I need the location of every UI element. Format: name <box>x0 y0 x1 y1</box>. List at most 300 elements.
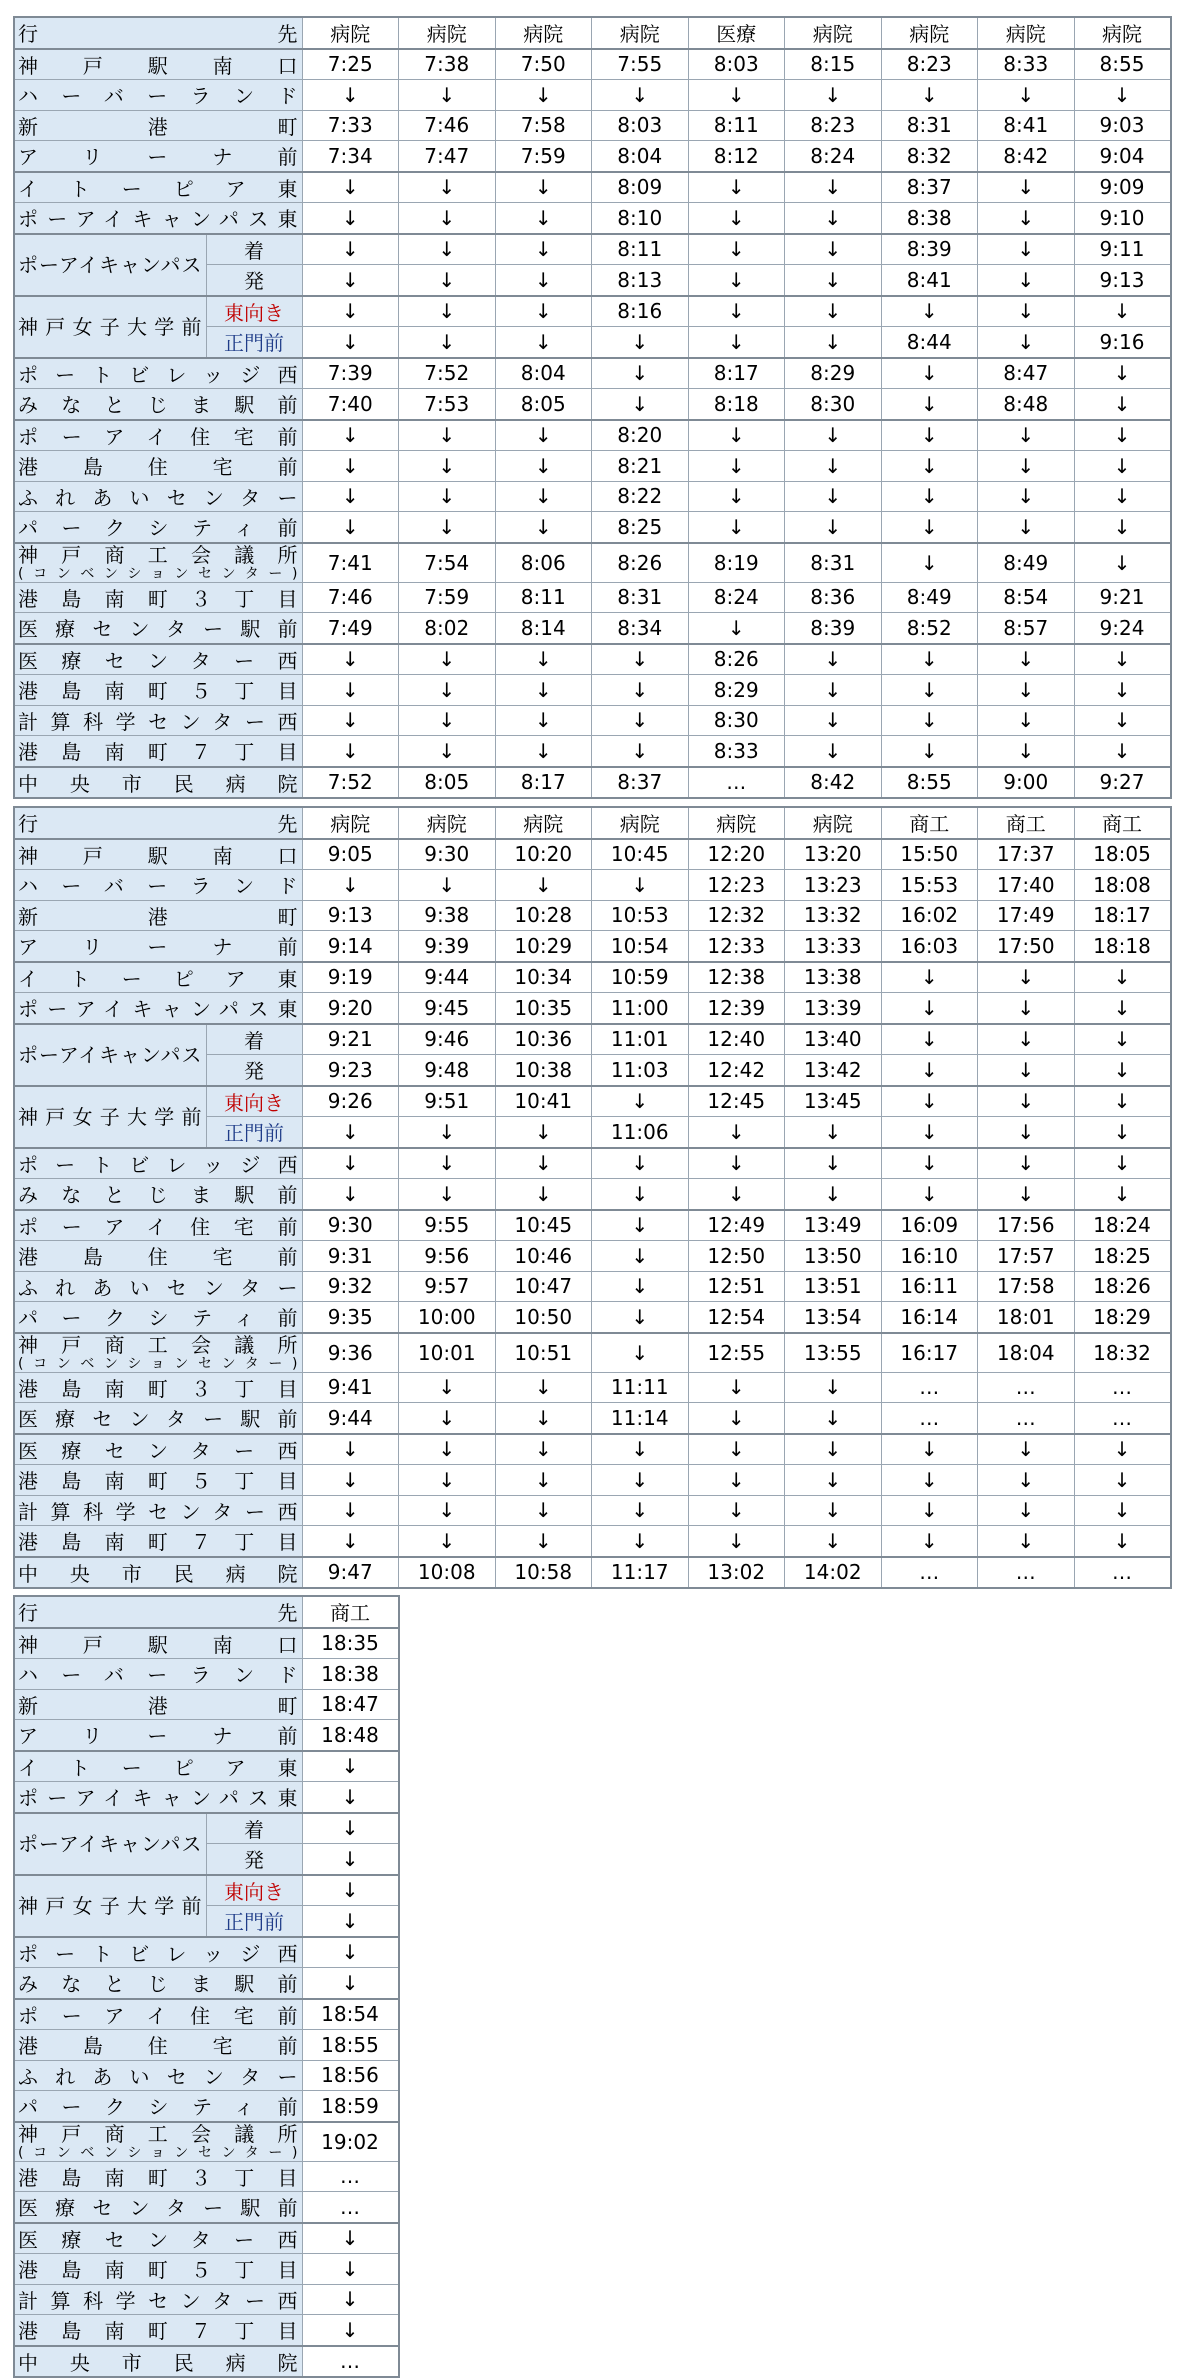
time-cell: 9:26 <box>302 1086 399 1117</box>
destination-cell: 商工 <box>978 807 1075 839</box>
time-cell: 9:27 <box>1074 767 1171 799</box>
time-cell: 12:50 <box>688 1241 785 1272</box>
time-cell: ↓ <box>881 1179 978 1210</box>
timetable-row <box>14 1086 1171 1117</box>
time-cell: 8:29 <box>785 358 882 389</box>
time-cell: ↓ <box>399 1372 496 1403</box>
time-cell: ↓ <box>302 1526 399 1557</box>
time-cell: ↓ <box>399 1495 496 1526</box>
time-cell: ↓ <box>302 736 399 767</box>
time-cell: ↓ <box>399 1526 496 1557</box>
timetable-row <box>14 1689 399 1720</box>
time-cell: ↓ <box>688 420 785 451</box>
time-cell: 8:34 <box>592 613 689 644</box>
timetable-row <box>14 736 1171 767</box>
time-cell: ↓ <box>881 296 978 327</box>
time-cell: ↓ <box>785 1148 882 1179</box>
stop-sub-label: 東向き <box>206 296 302 327</box>
time-cell: 18:04 <box>978 1333 1075 1373</box>
time-cell: 8:39 <box>881 234 978 265</box>
stop-name: みなとじま駅前 <box>14 389 302 420</box>
time-cell: ↓ <box>688 296 785 327</box>
time-cell: ↓ <box>785 644 882 675</box>
time-cell: ↓ <box>688 1372 785 1403</box>
time-cell: 8:41 <box>881 265 978 296</box>
time-cell: ↓ <box>785 234 882 265</box>
timetable-row <box>14 358 1171 389</box>
timetable-row <box>14 203 1171 234</box>
timetable-row <box>14 451 1171 482</box>
stop-name-text: 神戸商工会議所 <box>18 1332 298 1357</box>
time-cell: ↓ <box>1074 705 1171 736</box>
time-cell: 12:54 <box>688 1302 785 1333</box>
time-cell: ↓ <box>978 420 1075 451</box>
time-cell: … <box>1074 1557 1171 1589</box>
time-cell: ↓ <box>495 265 592 296</box>
time-cell: ↓ <box>592 1148 689 1179</box>
time-cell: ↓ <box>785 203 882 234</box>
destination-cell: 病院 <box>302 17 399 49</box>
time-cell: ↓ <box>785 80 882 111</box>
time-cell: ↓ <box>592 358 689 389</box>
time-cell: ↓ <box>302 705 399 736</box>
time-cell: ↓ <box>881 543 978 583</box>
time-cell: 10:59 <box>592 962 689 993</box>
time-cell: ↓ <box>978 1117 1075 1148</box>
time-cell: 9:36 <box>302 1333 399 1373</box>
time-cell: ↓ <box>495 481 592 512</box>
time-cell: 11:14 <box>592 1403 689 1434</box>
time-cell: 18:54 <box>302 1999 399 2030</box>
time-cell: … <box>881 1403 978 1434</box>
time-cell: 16:11 <box>881 1271 978 1302</box>
time-cell: ↓ <box>399 512 496 543</box>
time-cell: 17:56 <box>978 1210 1075 1241</box>
time-cell: ↓ <box>495 736 592 767</box>
time-cell: 8:13 <box>592 265 689 296</box>
time-cell: ↓ <box>592 705 689 736</box>
time-cell: ↓ <box>495 80 592 111</box>
time-cell: 10:00 <box>399 1302 496 1333</box>
time-cell: ↓ <box>495 705 592 736</box>
destination-cell: 商工 <box>1074 807 1171 839</box>
time-cell: 8:38 <box>881 203 978 234</box>
stop-name: 神戸駅南口 <box>14 49 302 80</box>
timetable-row <box>14 1434 1171 1465</box>
header-row <box>14 1596 399 1628</box>
time-cell: 10:45 <box>495 1210 592 1241</box>
time-cell: 17:49 <box>978 900 1075 931</box>
time-cell: 18:55 <box>302 2030 399 2061</box>
timetable-row <box>14 2254 399 2285</box>
time-cell: 8:24 <box>688 582 785 613</box>
time-cell: ↓ <box>1074 1434 1171 1465</box>
time-cell: ↓ <box>785 481 882 512</box>
time-cell: ↓ <box>302 420 399 451</box>
time-cell: ↓ <box>978 296 1075 327</box>
stop-name: ハーバーランド <box>14 80 302 111</box>
destination-cell: 病院 <box>399 17 496 49</box>
time-cell: ↓ <box>592 1210 689 1241</box>
time-cell: 9:09 <box>1074 172 1171 203</box>
timetable-row <box>14 296 1171 327</box>
stop-name: イトーピア東 <box>14 962 302 993</box>
stop-name: 新港町 <box>14 110 302 141</box>
time-cell: 9:11 <box>1074 234 1171 265</box>
time-cell: 13:23 <box>785 870 882 901</box>
time-cell: 9:44 <box>399 962 496 993</box>
stop-name: ふれあいセンター <box>14 2060 302 2091</box>
time-cell: 7:33 <box>302 110 399 141</box>
time-cell: ↓ <box>1074 1495 1171 1526</box>
time-cell: ↓ <box>688 1434 785 1465</box>
time-cell: ↓ <box>881 644 978 675</box>
time-cell: 18:47 <box>302 1689 399 1720</box>
time-cell: 13:45 <box>785 1086 882 1117</box>
stop-name: 医療センター西 <box>14 644 302 675</box>
stop-sub-label: 着 <box>206 234 302 265</box>
time-cell: 13:42 <box>785 1055 882 1086</box>
time-cell: 18:59 <box>302 2091 399 2122</box>
timetable-row <box>14 2192 399 2223</box>
time-cell: ↓ <box>592 1465 689 1496</box>
timetable-row <box>14 931 1171 962</box>
time-cell: 7:52 <box>302 767 399 799</box>
time-cell: 10:20 <box>495 839 592 870</box>
stop-name: 港島南町３丁目 <box>14 2161 302 2192</box>
time-cell: 9:45 <box>399 993 496 1024</box>
stop-sub-label: 発 <box>206 1844 302 1875</box>
time-cell: 8:05 <box>495 389 592 420</box>
time-cell: ↓ <box>592 327 689 358</box>
timetable-row <box>14 613 1171 644</box>
time-cell: 11:11 <box>592 1372 689 1403</box>
time-cell: 7:53 <box>399 389 496 420</box>
time-cell: ↓ <box>592 1271 689 1302</box>
time-cell: 16:03 <box>881 931 978 962</box>
time-cell: 18:25 <box>1074 1241 1171 1272</box>
stop-name <box>14 543 302 583</box>
time-cell: ↓ <box>881 451 978 482</box>
time-cell: 9:13 <box>302 900 399 931</box>
stop-sub-label: 発 <box>206 1055 302 1086</box>
time-cell: ↓ <box>495 1434 592 1465</box>
time-cell: ↓ <box>785 675 882 706</box>
time-cell: ↓ <box>978 172 1075 203</box>
time-cell: ↓ <box>495 296 592 327</box>
time-cell: 9:05 <box>302 839 399 870</box>
time-cell: 8:14 <box>495 613 592 644</box>
stop-name: アリーナ前 <box>14 931 302 962</box>
timetable-row <box>14 1751 399 1782</box>
time-cell: ↓ <box>881 512 978 543</box>
time-cell: 12:39 <box>688 993 785 1024</box>
time-cell: 11:03 <box>592 1055 689 1086</box>
time-cell: 13:40 <box>785 1024 882 1055</box>
time-cell: ↓ <box>688 1465 785 1496</box>
timetable-3 <box>13 1595 400 2378</box>
stop-name: みなとじま駅前 <box>14 1179 302 1210</box>
time-cell: 12:20 <box>688 839 785 870</box>
time-cell: ↓ <box>881 1526 978 1557</box>
stop-sub-label: 正門前 <box>206 327 302 358</box>
timetable-row <box>14 767 1171 799</box>
time-cell: 12:23 <box>688 870 785 901</box>
stop-name-text: 神戸商工会議所 <box>18 542 298 567</box>
timetable-row <box>14 141 1171 172</box>
time-cell: ↓ <box>399 1179 496 1210</box>
timetable-row <box>14 2122 399 2162</box>
stop-name: 計算科学センター西 <box>14 2284 302 2315</box>
time-cell: ↓ <box>592 870 689 901</box>
stop-name: 神戸駅南口 <box>14 839 302 870</box>
stop-name: 港島住宅前 <box>14 2030 302 2061</box>
time-cell: ↓ <box>495 512 592 543</box>
time-cell: 13:33 <box>785 931 882 962</box>
destination-cell: 病院 <box>978 17 1075 49</box>
time-cell: ↓ <box>978 327 1075 358</box>
time-cell: ↓ <box>1074 543 1171 583</box>
stop-name: ポートビレッジ西 <box>14 1937 302 1968</box>
time-cell: ↓ <box>785 172 882 203</box>
time-cell: ↓ <box>302 296 399 327</box>
stop-name: パークシティ前 <box>14 2091 302 2122</box>
time-cell: ↓ <box>399 265 496 296</box>
stop-name: 港島南町５丁目 <box>14 675 302 706</box>
header-right-label: 先 <box>277 812 298 837</box>
timetable-row <box>14 1302 1171 1333</box>
stop-name: 医療センター西 <box>14 2223 302 2254</box>
time-cell: 10:08 <box>399 1557 496 1589</box>
time-cell: 9:23 <box>302 1055 399 1086</box>
time-cell: ↓ <box>1074 1055 1171 1086</box>
stop-name: 医療センター西 <box>14 1434 302 1465</box>
time-cell: 18:32 <box>1074 1333 1171 1373</box>
timetable-row <box>14 2346 399 2378</box>
time-cell: 8:55 <box>881 767 978 799</box>
time-cell: 8:04 <box>592 141 689 172</box>
time-cell: ↓ <box>1074 736 1171 767</box>
time-cell: ↓ <box>1074 512 1171 543</box>
destination-cell: 病院 <box>1074 17 1171 49</box>
time-cell: ↓ <box>785 1117 882 1148</box>
time-cell: ↓ <box>1074 296 1171 327</box>
timetable-row <box>14 1557 1171 1589</box>
time-cell: 9:57 <box>399 1271 496 1302</box>
time-cell: 8:33 <box>688 736 785 767</box>
time-cell: ↓ <box>881 675 978 706</box>
time-cell: ↓ <box>302 1875 399 1906</box>
time-cell: ↓ <box>881 1465 978 1496</box>
time-cell: 9:14 <box>302 931 399 962</box>
time-cell: 7:25 <box>302 49 399 80</box>
time-cell: 10:54 <box>592 931 689 962</box>
time-cell: 15:53 <box>881 870 978 901</box>
time-cell: 7:41 <box>302 543 399 583</box>
time-cell: ↓ <box>978 993 1075 1024</box>
time-cell: ↓ <box>495 172 592 203</box>
time-cell: ↓ <box>302 1495 399 1526</box>
time-cell: 8:12 <box>688 141 785 172</box>
time-cell: 9:47 <box>302 1557 399 1589</box>
time-cell: ↓ <box>978 234 1075 265</box>
time-cell: ↓ <box>978 1024 1075 1055</box>
time-cell: ↓ <box>978 481 1075 512</box>
stop-name: 新港町 <box>14 900 302 931</box>
timetable-row <box>14 839 1171 870</box>
time-cell: ↓ <box>302 1751 399 1782</box>
time-cell: 9:30 <box>399 839 496 870</box>
stop-sub-label: 正門前 <box>206 1117 302 1148</box>
time-cell: 18:08 <box>1074 870 1171 901</box>
time-cell: ↓ <box>302 1148 399 1179</box>
stop-name: ポーアイキャンパス <box>14 234 206 296</box>
time-cell: 15:50 <box>881 839 978 870</box>
stop-name: 中央市民病院 <box>14 1557 302 1589</box>
time-cell: ↓ <box>881 481 978 512</box>
timetable-row <box>14 1148 1171 1179</box>
time-cell: ↓ <box>785 1403 882 1434</box>
timetable-row <box>14 2030 399 2061</box>
time-cell: 8:33 <box>978 49 1075 80</box>
time-cell: ↓ <box>399 1434 496 1465</box>
time-cell: ↓ <box>688 1403 785 1434</box>
stop-name: 港島住宅前 <box>14 1241 302 1272</box>
stop-name: 港島南町３丁目 <box>14 1372 302 1403</box>
timetable-row <box>14 1720 399 1751</box>
time-cell: 12:33 <box>688 931 785 962</box>
time-cell: ↓ <box>1074 644 1171 675</box>
stop-name <box>14 2122 302 2162</box>
time-cell: 8:17 <box>495 767 592 799</box>
timetable-row <box>14 1659 399 1690</box>
time-cell: 8:19 <box>688 543 785 583</box>
time-cell: 16:02 <box>881 900 978 931</box>
time-cell: ↓ <box>399 870 496 901</box>
stop-name: ポーアイキャンパス東 <box>14 1782 302 1813</box>
destination-header <box>14 807 302 839</box>
time-cell: 10:47 <box>495 1271 592 1302</box>
time-cell: 8:09 <box>592 172 689 203</box>
timetable-row <box>14 1372 1171 1403</box>
time-cell: ↓ <box>688 1117 785 1148</box>
time-cell: 17:40 <box>978 870 1075 901</box>
time-cell: 10:01 <box>399 1333 496 1373</box>
time-cell: ↓ <box>495 1148 592 1179</box>
time-cell: ↓ <box>302 1434 399 1465</box>
destination-cell: 病院 <box>495 17 592 49</box>
time-cell: ↓ <box>495 1179 592 1210</box>
time-cell: ↓ <box>1074 358 1171 389</box>
time-cell: ↓ <box>1074 675 1171 706</box>
time-cell: 10:41 <box>495 1086 592 1117</box>
destination-cell: 医療 <box>688 17 785 49</box>
time-cell: 18:05 <box>1074 839 1171 870</box>
stop-name: ポートビレッジ西 <box>14 358 302 389</box>
time-cell: 13:32 <box>785 900 882 931</box>
time-cell: 12:45 <box>688 1086 785 1117</box>
timetable-row <box>14 582 1171 613</box>
stop-name: ハーバーランド <box>14 1659 302 1690</box>
time-cell: 17:37 <box>978 839 1075 870</box>
destination-cell: 病院 <box>592 807 689 839</box>
timetable-row <box>14 49 1171 80</box>
time-cell: … <box>1074 1403 1171 1434</box>
time-cell: ↓ <box>1074 1086 1171 1117</box>
time-cell: ↓ <box>399 1117 496 1148</box>
time-cell: ↓ <box>495 1465 592 1496</box>
time-cell: ↓ <box>785 1465 882 1496</box>
destination-cell: 病院 <box>495 807 592 839</box>
time-cell: 9:24 <box>1074 613 1171 644</box>
time-cell: 9:31 <box>302 1241 399 1272</box>
time-cell: … <box>978 1403 1075 1434</box>
time-cell: ↓ <box>1074 1148 1171 1179</box>
timetable-row <box>14 993 1171 1024</box>
timetable-1 <box>13 16 1172 799</box>
time-cell: ↓ <box>978 1179 1075 1210</box>
time-cell: ↓ <box>881 962 978 993</box>
timetable-row <box>14 234 1171 265</box>
time-cell: ↓ <box>978 675 1075 706</box>
timetable-row <box>14 420 1171 451</box>
time-cell: ↓ <box>302 2254 399 2285</box>
destination-cell: 商工 <box>881 807 978 839</box>
time-cell: ↓ <box>785 512 882 543</box>
time-cell: ↓ <box>302 2284 399 2315</box>
time-cell: ↓ <box>592 80 689 111</box>
time-cell: 7:52 <box>399 358 496 389</box>
time-cell: 9:51 <box>399 1086 496 1117</box>
stop-name: 港島南町７丁目 <box>14 1526 302 1557</box>
time-cell: ↓ <box>688 481 785 512</box>
time-cell: ↓ <box>592 736 689 767</box>
time-cell: ↓ <box>399 172 496 203</box>
time-cell: ↓ <box>1074 451 1171 482</box>
time-cell: 7:55 <box>592 49 689 80</box>
time-cell: ↓ <box>399 675 496 706</box>
time-cell: ↓ <box>1074 420 1171 451</box>
time-cell: 12:55 <box>688 1333 785 1373</box>
time-cell: … <box>881 1557 978 1589</box>
time-cell: 8:54 <box>978 582 1075 613</box>
time-cell: ↓ <box>302 675 399 706</box>
stop-name: アリーナ前 <box>14 141 302 172</box>
time-cell: 10:51 <box>495 1333 592 1373</box>
time-cell: 8:26 <box>592 543 689 583</box>
time-cell: ↓ <box>302 203 399 234</box>
timetable-row <box>14 2060 399 2091</box>
time-cell: 18:01 <box>978 1302 1075 1333</box>
time-cell: ↓ <box>881 358 978 389</box>
stop-name: 神戸女子大学前 <box>14 1086 206 1148</box>
time-cell: ↓ <box>688 80 785 111</box>
destination-header <box>14 1596 302 1628</box>
time-cell: 8:18 <box>688 389 785 420</box>
time-cell: ↓ <box>688 203 785 234</box>
time-cell: ↓ <box>399 234 496 265</box>
stop-name: ポーアイキャンパス東 <box>14 993 302 1024</box>
header-row <box>14 807 1171 839</box>
header-left-label: 行 <box>18 1601 38 1626</box>
time-cell: 10:35 <box>495 993 592 1024</box>
stop-name: 中央市民病院 <box>14 2346 302 2378</box>
stop-name: ハーバーランド <box>14 870 302 901</box>
time-cell: 10:53 <box>592 900 689 931</box>
time-cell: ↓ <box>592 675 689 706</box>
time-cell: 13:39 <box>785 993 882 1024</box>
time-cell: 9:55 <box>399 1210 496 1241</box>
